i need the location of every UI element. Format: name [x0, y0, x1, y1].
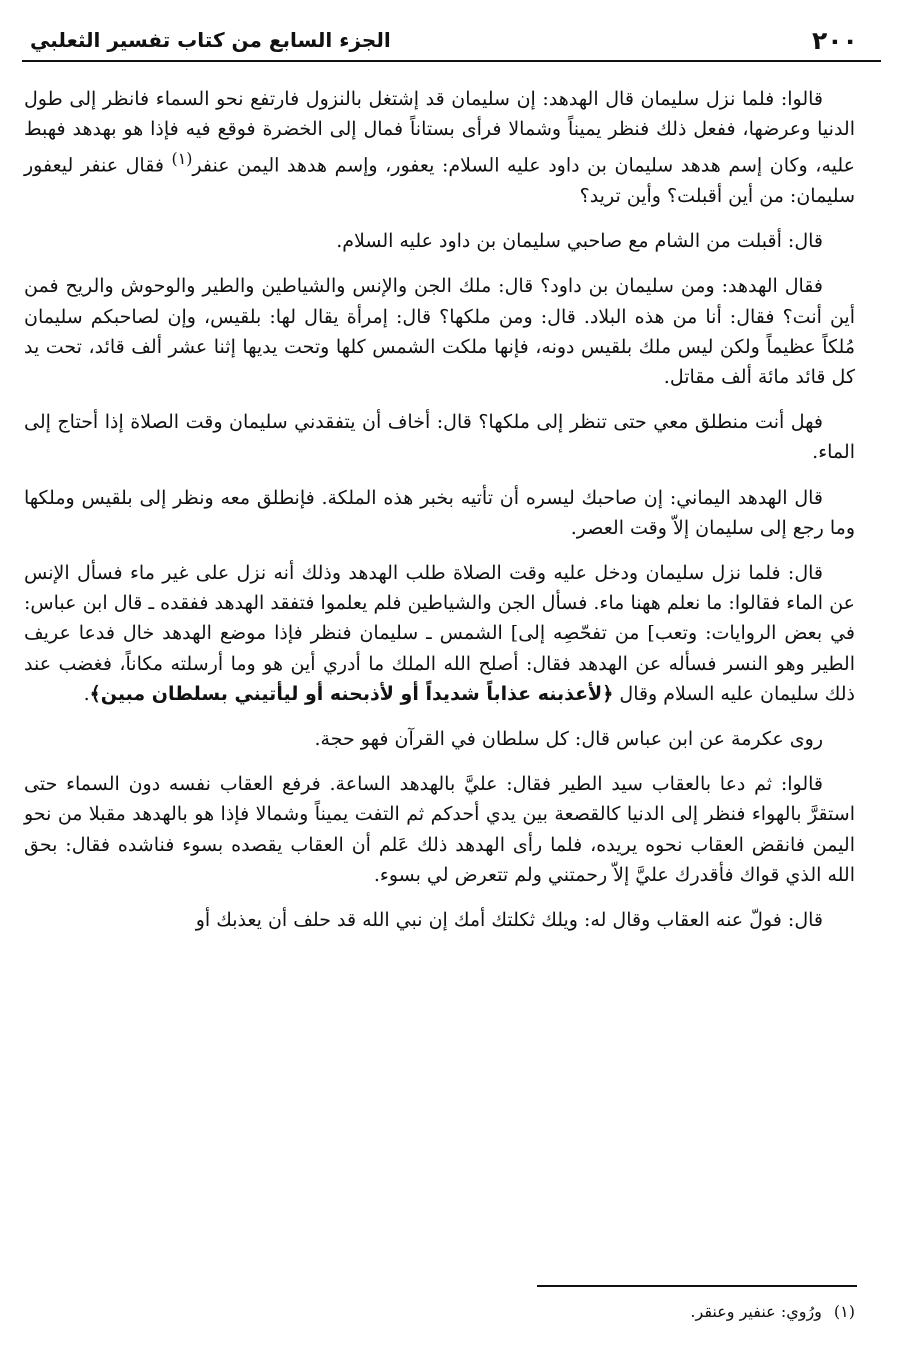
main-text	[24, 84, 855, 935]
paragraph-6-text: قال: فلما نزل سليمان ودخل عليه وقت الصلاة طلب الهدهد وذلك أنه نزل على غير ماء فسأل الإنس عن الماء فقالوا: ما نعلم ههنا ماء. فسأل الجن والشياطين فلم يعلموا فتفقد الهدهد ففقده ـ قال ابن عباس: في بعض الروايات: وتعب] من تفحّصِه إلى] الشمس ـ سليمان فنظر فإذا موضع الهدهد خال فدعا عريف الطير وهو النسر فسأله عن الهدهد فقال: أصلح الله الملك ما أدري أين هو وما أرسلته مكاناً، فغضب عند ذلك سليمان عليه السلام وقال	[24, 561, 855, 705]
paragraph-9: قال: فولّ عنه العقاب وقال له: ويلك ثكلتك أمك إن نبي الله قد حلف أن يعذبك أو	[195, 909, 823, 931]
paragraph-8: قالوا: ثم دعا بالعقاب سيد الطير فقال: عليَّ بالهدهد الساعة. فرفع العقاب نفسه دون السماء حتى استقرَّ بالهواء فنظر إلى الدنيا كالقصعة بين يدي أحدكم ثم التفت يميناً وشمالا فإذا هو بالهدهد مقبلا من نحو اليمن فانقض العقاب نحوه يريده، فلما رأى الهدهد ذلك عَلم أن العقاب يقصده بسوء فناشده فقال: بحق الله الذي قواك فأقدرك عليَّ إلاّ رحمتني ولم تتعرض لي بسوء.	[24, 773, 855, 886]
paragraph-3: فقال الهدهد: ومن سليمان بن داود؟ قال: ملك الجن والإنس والشياطين والطير والوحوش والريح فمن أين أنت؟ فقال: أنا من هذه البلاد. قال: ومن ملكها؟ قال: إمرأة يقال لها: بلقيس، وإن لصاحبكم سليمان مُلكاً عظيماً ولكن ليس ملك بلقيس دونه، فإنها ملكت الشمس كلها وتحت يديها إثنا عشر ألف قائد، تحت يد كل قائد مائة ألف مقاتل.	[24, 275, 855, 388]
paragraph-6-ending: .	[83, 682, 90, 705]
header-rule	[22, 60, 881, 62]
footnote-text: ورُوي: عنفير وعنقر.	[690, 1302, 822, 1321]
paragraph-4: فهل أنت منطلق معي حتى تنظر إلى ملكها؟ قال: أخاف أن يتفقدني سليمان وقت الصلاة إذا أحتاج إلى الماء.	[24, 411, 855, 464]
page-number: ٢٠٠	[812, 26, 858, 55]
footnote-marker: (١)	[833, 1302, 855, 1321]
paragraph-1-text: قالوا: فلما نزل سليمان قال الهدهد: إن سليمان قد إشتغل بالنزول فارتفع نحو السماء فانظر إلى طول الدنيا وعرضها، ففعل ذلك فنظر يميناً وشمالا فرأى بستاناً فمال إلى الخضرة فوقع فيه فإذا هو بهدهد فهبط عليه، وكان إسم هدهد سليمان بن داود عليه السلام: يعفور، وإسم هدهد اليمن عنفر	[24, 88, 855, 177]
footnote-reference: (١)	[171, 149, 193, 169]
paragraph-5: قال الهدهد اليماني: إن صاحبك ليسره أن تأتيه بخبر هذه الملكة. فإنطلق معه ونظر إلى بلقيس وملكها وما رجع إلى سليمان إلاّ وقت العصر.	[24, 486, 855, 539]
paragraph-2: قال: أقبلت من الشام مع صاحبي سليمان بن داود عليه السلام.	[336, 230, 823, 253]
paragraph-6	[24, 558, 855, 709]
quran-quote: ﴿لأعذبنه عذاباً شديداً أو لأذبحنه أو ليأتيني بسلطان مبين﴾	[89, 682, 614, 705]
paragraph-7: روى عكرمة عن ابن عباس قال: كل سلطان في القرآن فهو حجة.	[314, 727, 823, 750]
paragraph-1-ending: فقال عنفر ليعفور سليمان: من أين أقبلت؟ وأين تريد؟	[24, 154, 855, 207]
footnote-rule	[537, 1285, 857, 1287]
running-title: الجزء السابع من كتاب تفسير الثعلبي	[30, 28, 391, 52]
page-header	[22, 18, 881, 62]
paragraph-1	[24, 84, 855, 211]
footnote	[435, 1300, 855, 1324]
